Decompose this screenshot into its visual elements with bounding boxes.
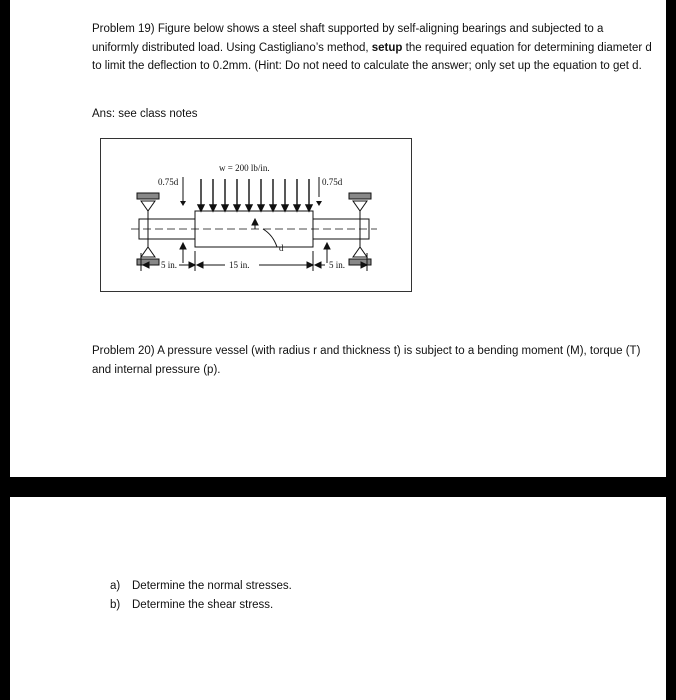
dim-left-label: 5 in. bbox=[161, 260, 178, 270]
left-diameter-label: 0.75d bbox=[158, 177, 179, 187]
load-label: w = 200 lb/in. bbox=[219, 163, 270, 173]
list-item: b) Determine the shear stress. bbox=[110, 598, 274, 611]
dim-center-label: 15 in. bbox=[229, 260, 250, 270]
right-diameter-label: 0.75d bbox=[322, 177, 343, 187]
dim-right-label: 5 in. bbox=[329, 260, 346, 270]
problem-20-text: Problem 20) A pressure vessel (with radius r and thickness t) is subject to a bending moment (M), torque (T) and internal pressure (p). bbox=[92, 345, 641, 376]
center-diameter-label: d bbox=[279, 243, 284, 253]
distributed-load-arrows bbox=[198, 179, 312, 211]
shaft bbox=[131, 211, 377, 247]
page-lower bbox=[10, 497, 666, 700]
reaction-arrows bbox=[180, 219, 330, 263]
list-item: a) Determine the normal stresses. bbox=[110, 580, 292, 592]
page-upper bbox=[10, 0, 666, 477]
question-parts-list bbox=[110, 577, 292, 614]
problem-19-text: Problem 19) Figure below shows a steel shaft supported by self-aligning bearings and subjected to a uniformly distributed load. Using Castigliano’s method, setup the required equation for determining diameter d to limit the deflection to 0.2mm. (Hint: Do not need to calculate the answer; only set up the equation to get d. bbox=[92, 23, 652, 72]
shaft-figure bbox=[100, 138, 412, 292]
answer-text: Ans: see class notes bbox=[92, 108, 198, 120]
shaft-diagram bbox=[101, 139, 411, 291]
